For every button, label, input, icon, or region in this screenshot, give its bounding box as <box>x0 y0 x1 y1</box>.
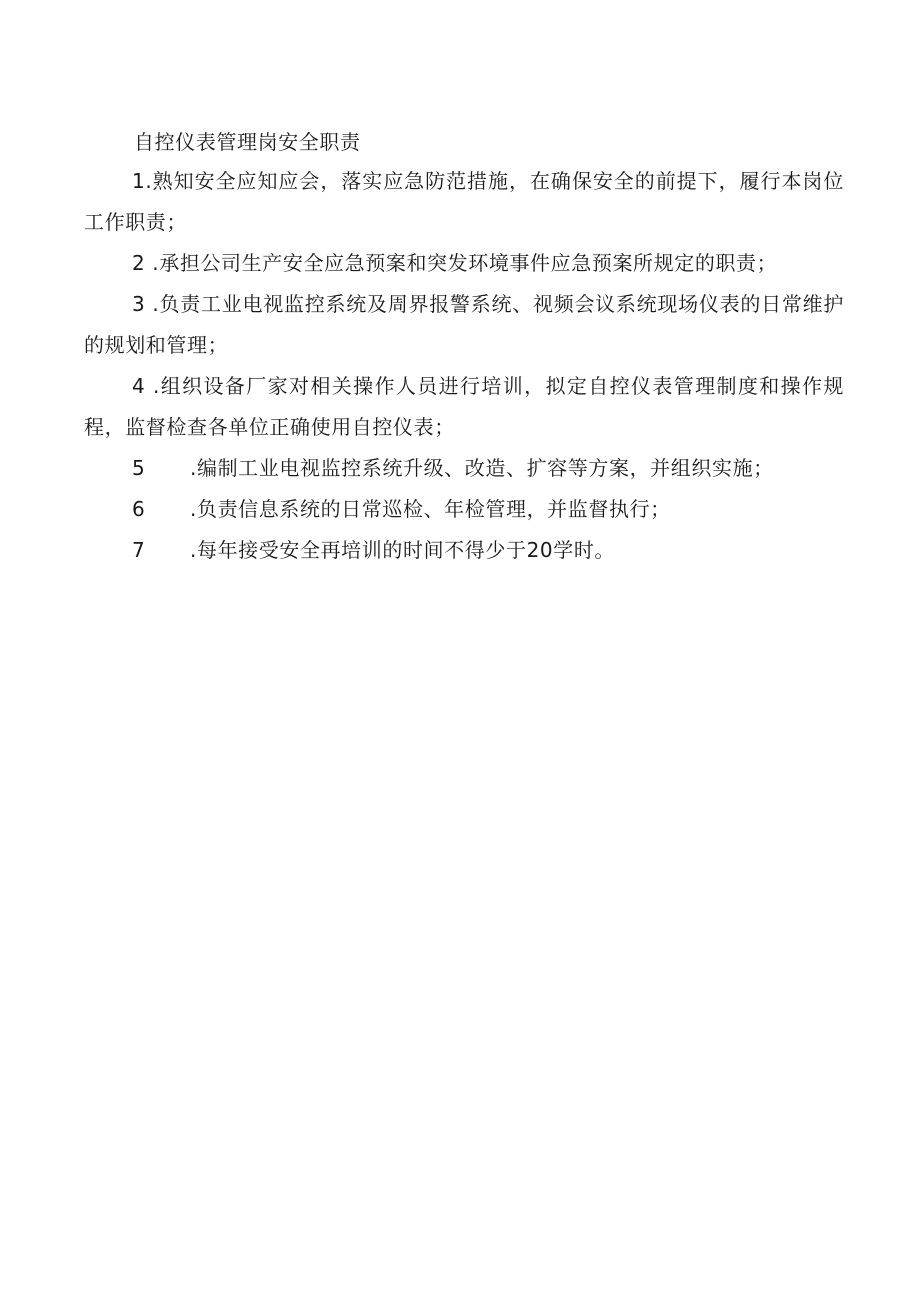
list-item <box>84 530 844 571</box>
list-item <box>84 448 844 489</box>
item-number: 6 <box>132 497 146 521</box>
list-item <box>84 366 844 448</box>
item-number: 5 <box>132 456 146 480</box>
item-number: 3 . <box>132 292 160 316</box>
item-separator: . <box>190 497 197 521</box>
item-text: 负责信息系统的日常巡检、年检管理，并监督执行； <box>196 497 671 521</box>
item-text: 组织设备厂家对相关操作人员进行培训，拟定自控仪表管理制度和操作规程，监督检查各单位正确使用自控仪表； <box>84 374 844 439</box>
item-text: 每年接受安全再培训的时间不得少于20学时。 <box>196 538 616 562</box>
list-item <box>84 489 844 530</box>
list-item <box>84 284 844 366</box>
item-number: 2 . <box>132 251 160 275</box>
document-title: 自控仪表管理岗安全职责 <box>134 130 361 154</box>
item-number: 7 <box>132 538 146 562</box>
item-separator: . <box>190 538 197 562</box>
item-text: 熟知安全应知应会，落实应急防范措施，在确保安全的前提下，履行本岗位工作职责； <box>84 169 844 234</box>
item-number: 4 . <box>132 374 161 398</box>
document-body <box>84 124 844 571</box>
item-number: 1. <box>132 169 153 193</box>
list-item <box>84 243 844 284</box>
list-item <box>84 161 844 243</box>
item-text: 负责工业电视监控系统及周界报警系统、视频会议系统现场仪表的日常维护的规划和管理； <box>84 292 844 357</box>
item-text: 编制工业电视监控系统升级、改造、扩容等方案，并组织实施； <box>196 456 774 480</box>
item-text: 承担公司生产安全应急预案和突发环境事件应急预案所规定的职责； <box>159 251 778 275</box>
item-separator: . <box>190 456 197 480</box>
